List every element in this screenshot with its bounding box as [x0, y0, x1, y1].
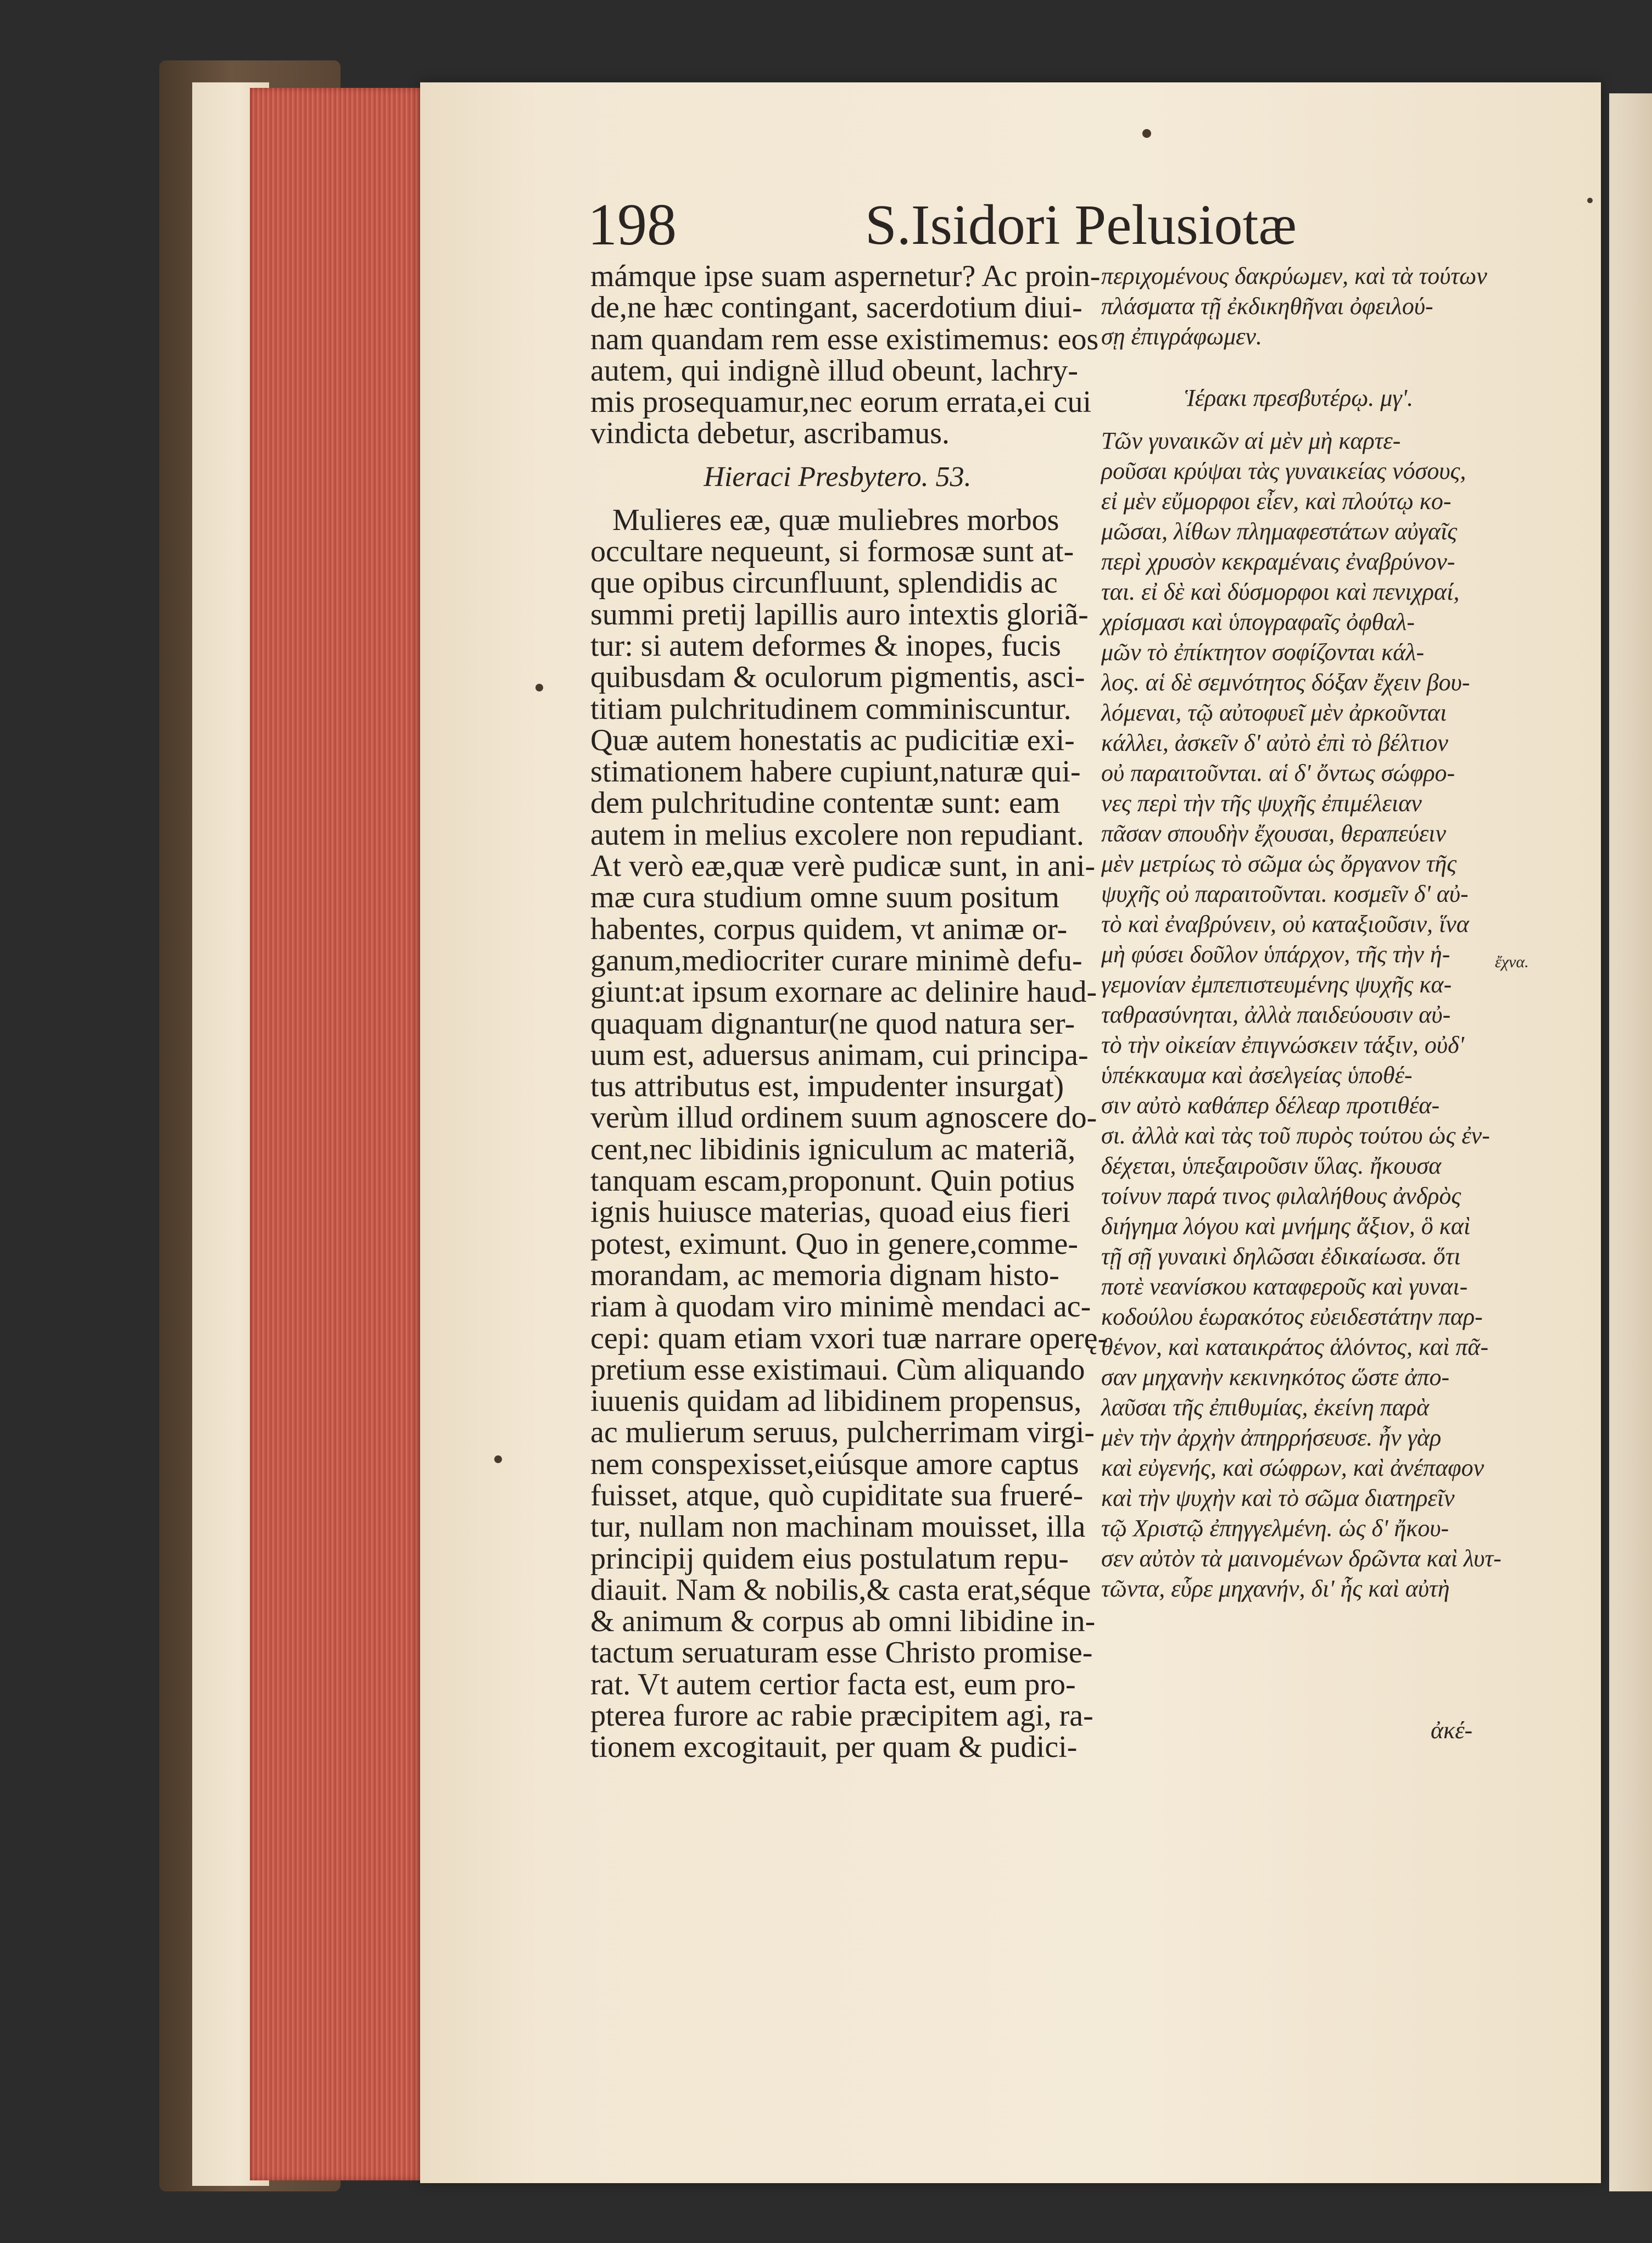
text-line: uum est, aduersus animam, cui principa-	[590, 1037, 1089, 1072]
text-line: μὲν μετρίως τὸ σῶμα ὡς ὄργανον τῆς	[1101, 850, 1457, 877]
text-line: tus attributus est, impudenter insurgat)	[590, 1069, 1064, 1104]
text-line: περιχομένους δακρύωμεν, καὶ τὰ τούτων	[1101, 263, 1487, 289]
text-line: mæ cura studium omne suum positum	[590, 880, 1059, 915]
greek-paragraph-continued	[1101, 261, 1497, 351]
text-line: μὲν τὴν ἀρχὴν ἀπηρρήσευσε. ἦν γὰρ	[1101, 1424, 1442, 1451]
text-line: tionem excogitauit, per quam & pudici-	[590, 1730, 1078, 1765]
text-line: πᾶσαν σπουδὴν ἔχουσαι, θεραπεύειν	[1101, 820, 1447, 847]
text-line: καὶ τὴν ψυχὴν καὶ τὸ σῶμα διατηρεῖν	[1101, 1485, 1455, 1511]
running-title: S.Isidori Pelusiotæ	[865, 193, 1297, 256]
text-line: morandam, ac memoria dignam histo-	[590, 1258, 1059, 1292]
latin-letter-body	[590, 503, 1108, 1765]
page-number: 198	[588, 192, 677, 258]
text-line: τῶντα, εὗρε μηχανήν, δι' ἧς καὶ αὐτὴ	[1101, 1575, 1450, 1602]
text-line: nem conspexisset,eiúsque amore captus	[590, 1447, 1079, 1481]
text-line: tactum seruaturam esse Christo promise-	[590, 1636, 1093, 1670]
text-line: ροῦσαι κρύψαι τὰς γυναικείας νόσους,	[1101, 457, 1466, 484]
text-line: mámque ipse suam aspernetur? Ac proin-	[590, 259, 1101, 293]
text-line: ται. εἰ δὲ καὶ δύσμορφοι καὶ πενιχραί,	[1101, 578, 1460, 605]
text-line: principij quidem eius postulatum repu-	[590, 1541, 1069, 1576]
text-line: θένον, καὶ καταικράτος ἁλόντος, καὶ πᾶ-	[1101, 1333, 1489, 1360]
text-line: mis prosequamur,nec eorum errata,ei cui	[590, 385, 1092, 420]
text-line: λος. αἱ δὲ σεμνότητος δόξαν ἔχειν βου-	[1101, 669, 1470, 696]
text-line: ποτὲ νεανίσκου καταφεροῦς καὶ γυναι-	[1101, 1273, 1468, 1300]
latin-column	[590, 259, 1108, 1765]
text-line: tur, nullam non machinam mouisset, illa	[590, 1510, 1086, 1544]
text-line: καὶ εὐγενής, καὶ σώφρων, καὶ ἀνέπαφον	[1101, 1454, 1484, 1481]
text-line: οὐ παραιτοῦνται. αἱ δ' ὄντως σώφρο-	[1101, 760, 1455, 786]
text-line: τῷ Χριστῷ ἐπηγγελμένη. ὡς δ' ἤκου-	[1101, 1515, 1449, 1542]
text-line: τὸ τὴν οἰκείαν ἐπιγνώσκειν τάξιν, οὐδ'	[1101, 1031, 1464, 1058]
red-page-edges	[250, 88, 426, 2180]
facing-page-edge	[1609, 93, 1652, 2191]
text-line: pterea furore ac rabie præcipitem agi, ra-	[590, 1699, 1093, 1733]
text-line: δέχεται, ὑπεξαιροῦσιν ὕλας. ἤκουσα	[1101, 1152, 1442, 1179]
text-line: σῃ ἐπιγράφωμεν.	[1101, 323, 1263, 350]
text-line: diauit. Nam & nobilis,& casta erat,séque	[590, 1572, 1091, 1607]
text-line: & animum & corpus ab omni libidine in-	[590, 1604, 1096, 1639]
greek-letter-body	[1101, 426, 1502, 1604]
text-line: τοίνυν παρά τινος φιλαλήθους ἀνδρὸς	[1101, 1182, 1461, 1209]
text-line: λαῦσαι τῆς ἐπιθυμίας, ἐκείνη παρὰ	[1101, 1394, 1430, 1421]
text-line: riam à quodam viro minimè mendaci ac-	[590, 1290, 1091, 1324]
text-line: titiam pulchritudinem comminiscuntur.	[590, 691, 1071, 726]
text-line: summi pretij lapillis auro intextis gloriã-	[590, 597, 1089, 632]
text-line: γεμονίαν ἐμπεπιστευμένης ψυχῆς κα-	[1101, 971, 1452, 998]
greek-margin-note: ἔχνα.	[1495, 953, 1529, 971]
text-line: ψυχῆς οὐ παραιτοῦνται. κοσμεῖν δ' αὐ-	[1101, 880, 1469, 907]
paper-spot	[1142, 129, 1151, 138]
text-line: vindicta debetur, ascribamus.	[590, 416, 950, 451]
text-line: μῶν τὸ ἐπίκτητον σοφίζονται κάλ-	[1101, 639, 1425, 666]
text-line: σι. ἀλλὰ καὶ τὰς τοῦ πυρὸς τούτου ὡς ἐν-	[1101, 1122, 1490, 1149]
greek-letter-heading: Ἱέρακι πρεσβυτέρῳ. μγ'.	[1184, 384, 1414, 411]
text-line: ganum,mediocriter curare minimè defu-	[590, 943, 1082, 978]
text-line: μὴ φύσει δοῦλον ὑπάρχον, τῆς τὴν ἡ-	[1101, 941, 1450, 968]
greek-column	[1101, 261, 1502, 1604]
text-line: tanquam escam,proponunt. Quin potius	[590, 1164, 1075, 1198]
text-line: ταθρασύνηται, ἀλλὰ παιδεύουσιν αὐ-	[1101, 1001, 1451, 1028]
greek-spacer	[1101, 351, 1497, 371]
text-line: nam quandam rem esse existimemus: eos	[590, 322, 1099, 356]
text-line: ὑπέκκαυμα καὶ ἀσελγείας ὑποθέ-	[1101, 1062, 1413, 1089]
text-line: tur: si autem deformes & inopes, fucis	[590, 628, 1061, 663]
text-line: σαν μηχανὴν κεκινηκότος ὥστε ἀπο-	[1101, 1364, 1450, 1391]
text-line: σιν αὐτὸ καθάπερ δέλεαρ προτιθέα-	[1101, 1092, 1440, 1119]
text-line: Mulieres eæ, quæ muliebres morbos	[612, 503, 1059, 537]
text-line: cepi: quam etiam vxori tuæ narrare operę-	[590, 1321, 1108, 1355]
text-line: At verò eæ,quæ verè pudicæ sunt, in ani-	[590, 849, 1096, 884]
paper-spot	[1587, 198, 1593, 203]
text-line: διήγημα λόγου καὶ μνήμης ἄξιον, ὃ καὶ	[1101, 1213, 1471, 1240]
text-line: ac mulierum seruus, pulcherrimam virgi-	[590, 1415, 1095, 1450]
text-line: iuuenis quidam ad libidinem propensus,	[590, 1384, 1082, 1419]
text-line: νες περὶ τὴν τῆς ψυχῆς ἐπιμέλειαν	[1101, 790, 1422, 817]
text-line: de,ne hæc contingant, sacerdotium diui-	[590, 291, 1082, 325]
text-line: Τῶν γυναικῶν αἱ μὲν μὴ καρτε-	[1101, 427, 1401, 454]
text-line: κάλλει, ἀσκεῖν δ' αὐτὸ ἐπὶ τὸ βέλτιον	[1101, 729, 1448, 756]
text-line: τῇ σῇ γυναικὶ δηλῶσαι ἐδικαίωσα. ὅτι	[1101, 1243, 1461, 1270]
paper-spot	[494, 1455, 502, 1463]
text-line: autem, qui indignè illud obeunt, lachry-	[590, 353, 1079, 388]
text-line: fuisset, atque, quò cupiditate sua frueré-	[590, 1478, 1084, 1513]
text-line: giunt:at ipsum exornare ac delinire haud-	[590, 975, 1097, 1009]
latin-letter-heading: Hieraci Presbytero. 53.	[704, 461, 972, 493]
text-line: λόμεναι, τῷ αὐτοφυεῖ μὲν ἀρκοῦνται	[1101, 699, 1447, 726]
text-line: stimationem habere cupiunt,naturæ qui-	[590, 755, 1081, 789]
catchword: ἀκέ-	[1431, 1717, 1473, 1744]
running-head	[588, 184, 1297, 266]
text-line: χρίσμασι καὶ ὑπογραφαῖς ὀφθαλ-	[1101, 609, 1415, 635]
latin-paragraph-continued	[590, 259, 1101, 451]
text-line: autem in melius excolere non repudiant.	[590, 817, 1084, 852]
text-line: dem pulchritudine contentæ sunt: eam	[590, 786, 1061, 821]
text-line: occultare nequeunt, si formosæ sunt at-	[590, 534, 1074, 569]
text-line: τὸ καὶ ἐναβρύνειν, οὐ καταξιοῦσιν, ἵνα	[1101, 911, 1469, 938]
text-line: quibusdam & oculorum pigmentis, asci-	[590, 660, 1085, 695]
paper-spot	[535, 684, 543, 691]
text-line: rat. Vt autem certior facta est, eum pro-	[590, 1667, 1076, 1701]
text-line: κοδούλου ἑωρακότος εὐειδεστάτην παρ-	[1101, 1303, 1483, 1330]
text-line: σεν αὐτὸν τὰ μαινομένων δρῶντα καὶ λυτ-	[1101, 1545, 1502, 1572]
text-line: περὶ χρυσὸν κεκραμέναις ἐναβρύνον-	[1101, 548, 1455, 575]
text-line: εἰ μὲν εὔμορφοι εἶεν, καὶ πλούτῳ κο-	[1101, 488, 1452, 515]
text-line: πλάσματα τῇ ἐκδικηθῆναι ὀφειλού-	[1101, 293, 1433, 320]
text-line: pretium esse existimaui. Cùm aliquando	[590, 1352, 1085, 1387]
text-line: habentes, corpus quidem, vt animæ or-	[590, 912, 1068, 946]
text-line: que opibus circunfluunt, splendidis ac	[590, 566, 1058, 600]
text-line: Quæ autem honestatis ac pudicitiæ exi-	[590, 723, 1075, 757]
text-line: verùm illud ordinem suum agnoscere do-	[590, 1101, 1097, 1135]
text-line: ignis huiusce materias, quoad eius fieri	[590, 1195, 1070, 1230]
text-line: cent,nec libidinis igniculum ac materiã,	[590, 1132, 1076, 1167]
text-line: μῶσαι, λίθων πλημαφεστάτων αὐγαῖς	[1101, 518, 1458, 545]
text-line: quaquam dignantur(ne quod natura ser-	[590, 1006, 1075, 1041]
text-line: potest, eximunt. Quo in genere,comme-	[590, 1226, 1078, 1261]
